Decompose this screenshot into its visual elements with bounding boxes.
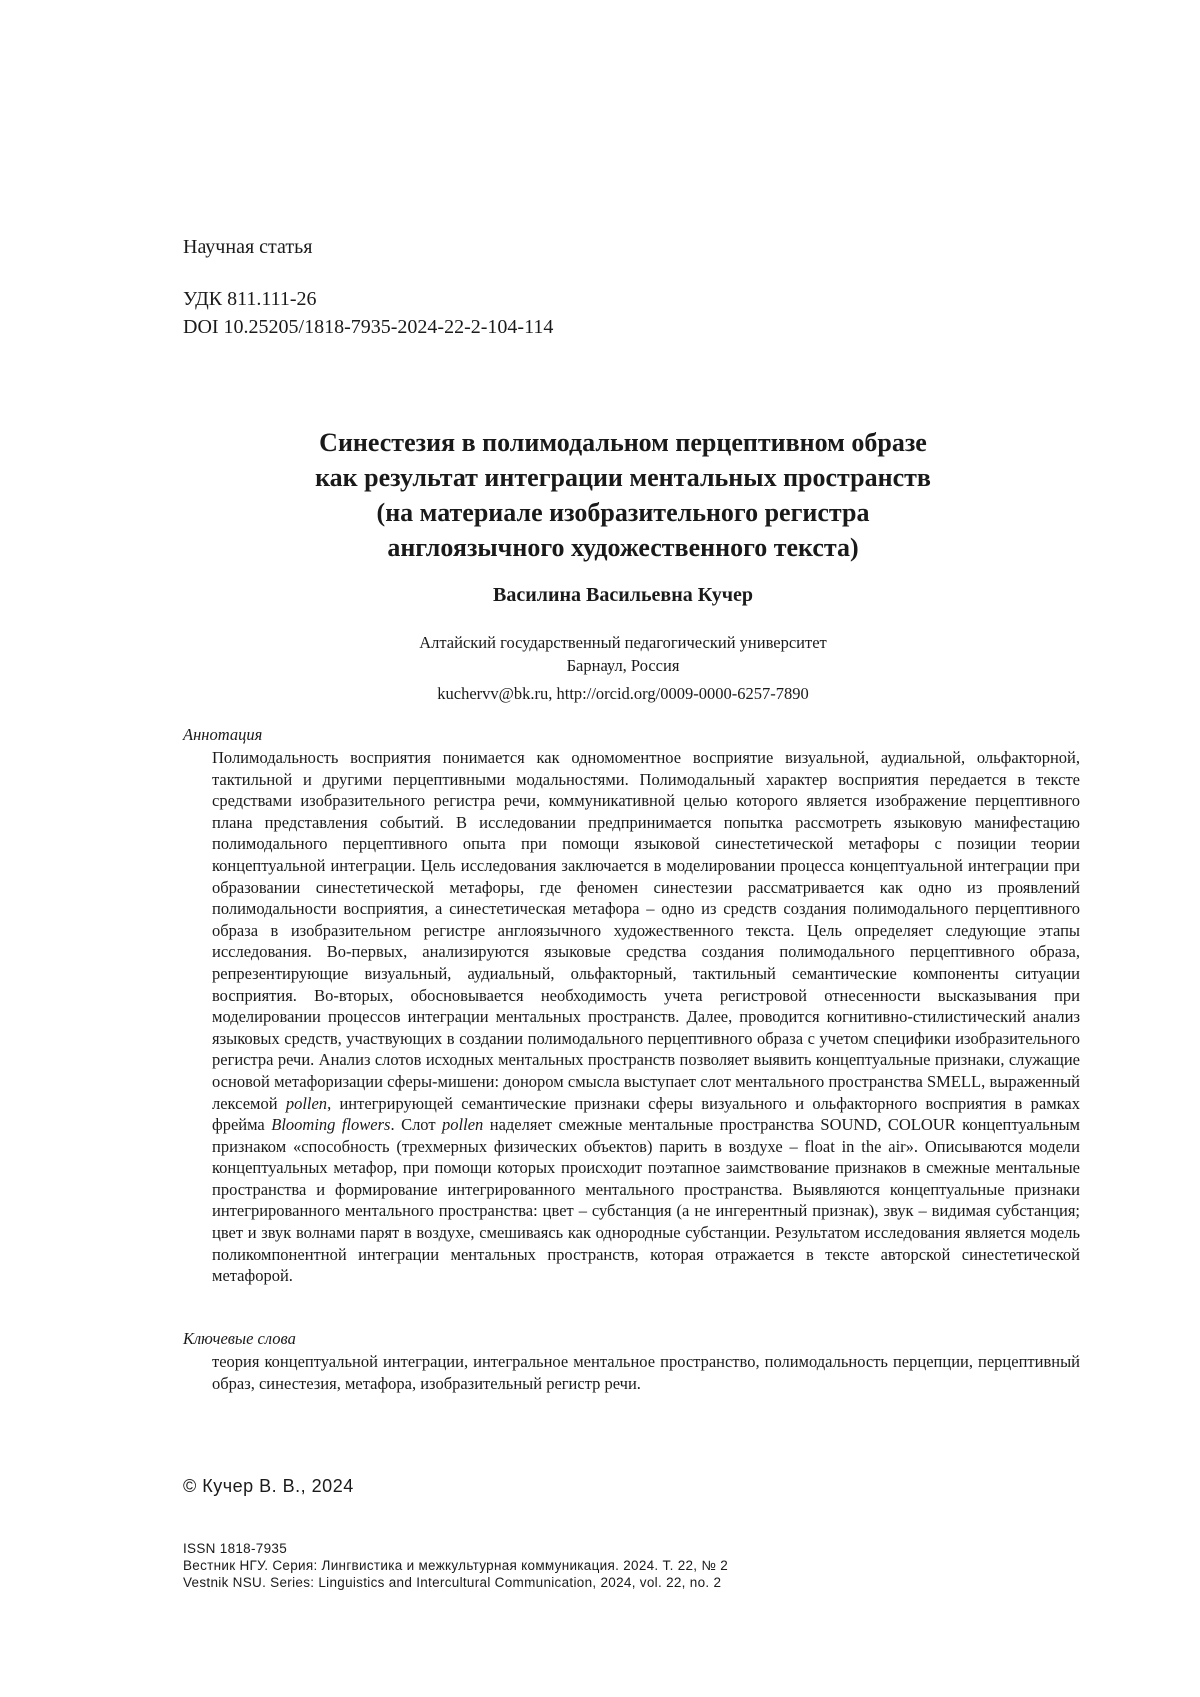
abstract-text-part-1: Полимодальность восприятия понимается как одномоментное восприятие визуальной, аудиальной, ольфакторной, тактильной и другими перцептивными модальностями. Полимодальный характер восприятия передается в тексте средствами изобразительного регистра речи, коммуникативной целью которого является изображение перцептивного плана представления событий. В исследовании предпринимается попытка рассмотреть языковую манифестацию полимодального перцептивного опыта при помощи языковой синестетической метафоры с позиции теории концептуальной интеграции. Цель исследования заключается в моделировании процесса концептуальной интеграции при образовании синестетической метафоры, где феномен синестезии рассматривается как одно из проявлений полимодальности восприятия, а синестетическая метафора – одно из средств создания полимодального перцептивного образа в изобразительном регистре англоязычного художественного текста. Цель определяет следующие этапы исследования. Во-первых, анализируются языковые средства создания полимодального перцептивного образа, репрезентирующие визуальный, аудиальный, ольфакторный, тактильный семантические компоненты ситуации восприятия. Во-вторых, обосновывается необходимость учета регистровой отнесенности высказывания при моделировании процессов интеграции ментальных пространств. Далее, проводится когнитивно-стилистический анализ языковых средств, участвующих в создании полимодального перцептивного образа с учетом специфики изобразительного регистра речи. Анализ слотов исходных ментальных пространств позволяет выявить концептуальные признаки, служащие основой метафоризации сферы-мишени: донором смысла выступает слот ментального пространства SMELL, выраженный лексемой — [212, 748, 1080, 1113]
footer-journal-en: Vestnik NSU. Series: Linguistics and Intercultural Communication, 2024, vol. 22, no. 2 — [183, 1574, 728, 1591]
abstract-text-part-4: наделяет смежные ментальные пространства SOUND, COLOUR концептуальным признаком «способность (трехмерных физических объектов) парить в воздухе – float in the air». Описываются модели концептуальных метафор, при помощи которых происходит поэтапное заимствование признаков в смежные ментальные пространства и формирование интегрированного ментального пространства. Выявляются концептуальные признаки интегрированного ментального пространства: цвет – субстанция (а не ингерентный признак), звук – видимая субстанция; цвет и звук волнами парят в воздухе, смешиваясь как однородные субстанции. Результатом исследования является модель поликомпонентной интеграции ментальных пространств, которая отражается в тексте авторской синестетической метафорой. — [212, 1115, 1080, 1285]
abstract-term-frame: Blooming flowers — [271, 1115, 390, 1134]
article-title — [183, 425, 1063, 565]
title-line-1: Синестезия в полимодальном перцептивном образе — [183, 425, 1063, 460]
keywords-label: Ключевые слова — [183, 1329, 296, 1349]
udk-code: УДК 811.111-26 — [183, 288, 317, 311]
doi: DOI 10.25205/1818-7935-2024-22-2-104-114 — [183, 316, 553, 339]
footer-journal-ru: Вестник НГУ. Серия: Лингвистика и межкультурная коммуникация. 2024. Т. 22, № 2 — [183, 1557, 728, 1574]
author-affiliation — [183, 631, 1063, 677]
abstract-text-part-3: . Слот — [390, 1115, 442, 1134]
footer-issn: ISSN 1818-7935 — [183, 1540, 728, 1557]
footer — [183, 1540, 728, 1591]
affiliation-location: Барнаул, Россия — [183, 654, 1063, 677]
abstract-label: Аннотация — [183, 725, 262, 745]
copyright: © Кучер В. В., 2024 — [183, 1476, 354, 1497]
author-name: Василина Васильевна Кучер — [183, 584, 1063, 607]
article-type: Научная статья — [183, 236, 312, 259]
abstract-text-part-2: , интегрирующей семантические признаки сферы визуального и ольфакторного восприятия в рамках фрейма — [212, 1094, 1080, 1135]
abstract-text — [212, 747, 1080, 1287]
abstract-term-pollen-2: pollen — [442, 1115, 483, 1134]
affiliation-institution: Алтайский государственный педагогический университет — [183, 631, 1063, 654]
keywords-text: теория концептуальной интеграции, интегральное ментальное пространство, полимодальность перцепции, перцептивный образ, синестезия, метафора, изобразительный регистр речи. — [212, 1351, 1080, 1394]
author-contacts: kuchervv@bk.ru, http://orcid.org/0009-0000-6257-7890 — [183, 684, 1063, 704]
title-line-4: англоязычного художественного текста) — [183, 530, 1063, 565]
title-line-2: как результат интеграции ментальных пространств — [183, 460, 1063, 495]
title-line-3: (на материале изобразительного регистра — [183, 495, 1063, 530]
abstract-term-pollen: pollen — [286, 1094, 327, 1113]
